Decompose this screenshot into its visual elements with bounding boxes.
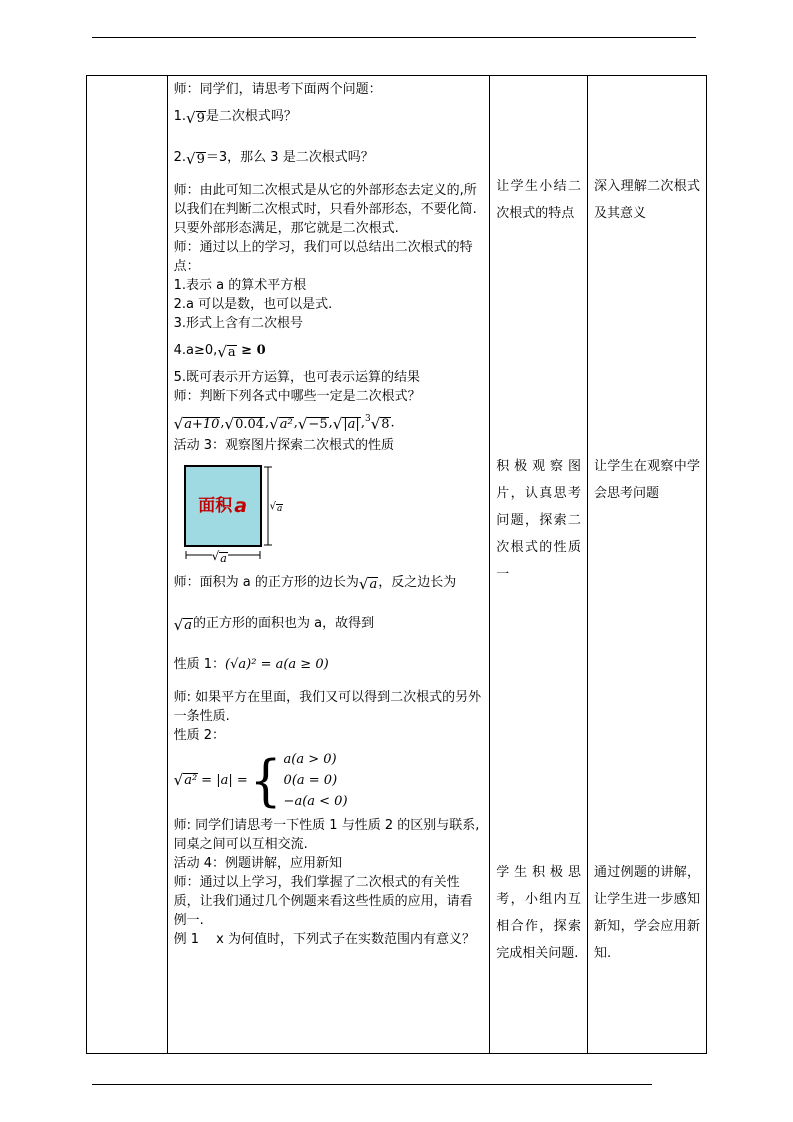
dimension-lines <box>184 465 294 566</box>
example-1: 例 1 x 为何值时，下列式子在实数范围内有意义？ <box>173 932 476 948</box>
activity-4-heading: 活动 4：例题讲解，应用新知 <box>173 856 343 872</box>
teaching-content-cell <box>167 76 490 1054</box>
paragraph-compare: 师: 同学们请思考一下性质 1 与性质 2 的区别与联系, 同桌之间可以互相交流. <box>173 818 480 853</box>
paragraph-judge: 师：判断下列各式中哪些一定是二次根式？ <box>173 389 421 404</box>
paragraph-definition: 师：由此可知二次根式是从它的外部形态去定义的,所以我们在判断二次根式时，只看外部形态，不要化简. 只要外部形态满足，那它就是二次根式. <box>173 183 477 236</box>
student-activity-cell <box>490 76 588 1054</box>
header-rule <box>92 37 696 38</box>
table-row <box>87 76 707 1054</box>
property-2-label: 性质 2： <box>173 728 226 744</box>
teacher-question-intro: 师：同学们，请思考下面两个问题： <box>173 82 382 97</box>
sqrt-9: √ 9 <box>186 109 205 127</box>
feature-2: 2.a 可以是数，也可以是式. <box>173 297 333 312</box>
activity-3-heading: 活动 3：观察图片探索二次根式的性质 <box>173 438 395 454</box>
side-label-vertical: √ a <box>269 501 283 515</box>
intent-note-1: 深入理解二次根式及其意义 <box>594 179 700 221</box>
side-label-horizontal: √ a <box>211 549 227 566</box>
paragraph-property-2-intro: 师: 如果平方在里面，我们又可以得到二次根式的另外一条性质. <box>173 690 482 725</box>
paragraph-side-length: 师：面积为 a 的正方形的边长为 √ a ，反之边长为 <box>173 575 457 594</box>
feature-3: 3.形式上含有二次根号 <box>173 316 304 331</box>
property-2-formula: √ a² = |a| = { a(a > 0) 0(a = 0) −a(a < 0) <box>173 748 348 813</box>
question-1: 1. √ 9 是二次根式吗？ <box>173 109 297 127</box>
sqrt-9: √ 9 <box>186 150 205 168</box>
paragraph-summary: 师：通过以上的学习，我们可以总结出二次根式的特点： <box>173 240 473 274</box>
property-1: 性质 1：(√a)² = a(a ≥ 0) <box>173 657 329 673</box>
feature-1: 1.表示 a 的算术平方根 <box>173 278 307 293</box>
expression-list: √ a+10 , √ 0.04 , √ a² , √ −5 , √ |a| ,$^3$ √ 8 . <box>173 414 395 434</box>
paragraph-examples: 师：通过以上学习，我们掌握了二次根式的有关性质，让我们通过几个例题来看这些性质的应用，请看例一. <box>173 875 473 929</box>
footer-rule <box>92 1084 652 1085</box>
intent-note-3: 通过例题的讲解，让学生进一步感知新知，学会应用新知. <box>594 865 700 961</box>
square-area-figure <box>184 465 294 566</box>
student-note-2: 积极观察图片，认真思考问题，探索二次根式的性质一 <box>496 459 582 582</box>
intent-note-2: 让学生在观察中学会思考问题 <box>594 459 700 501</box>
design-intent-cell <box>588 76 707 1054</box>
stage-cell <box>87 76 168 1054</box>
paragraph-area: √ a 的正方形的面积也为 a，故得到 <box>173 616 375 635</box>
feature-5: 5.既可表示开方运算，也可表示运算的结果 <box>173 370 421 385</box>
feature-4: 4.a≥0, √ a ≥ 0 <box>173 343 266 361</box>
student-note-3: 学生积极思考，小组内互相合作，探索完成相关问题. <box>496 865 582 961</box>
piecewise-cases: a(a > 0) 0(a = 0) −a(a < 0) <box>283 752 348 810</box>
student-note-1: 让学生小结二次根式的特点 <box>496 179 582 221</box>
lesson-plan-table <box>86 75 707 1054</box>
square: 面积 a <box>184 465 262 547</box>
sqrt-a: √ a <box>217 343 236 361</box>
question-2: 2. √ 9 ＝3，那么 3 是二次根式吗？ <box>173 150 374 168</box>
